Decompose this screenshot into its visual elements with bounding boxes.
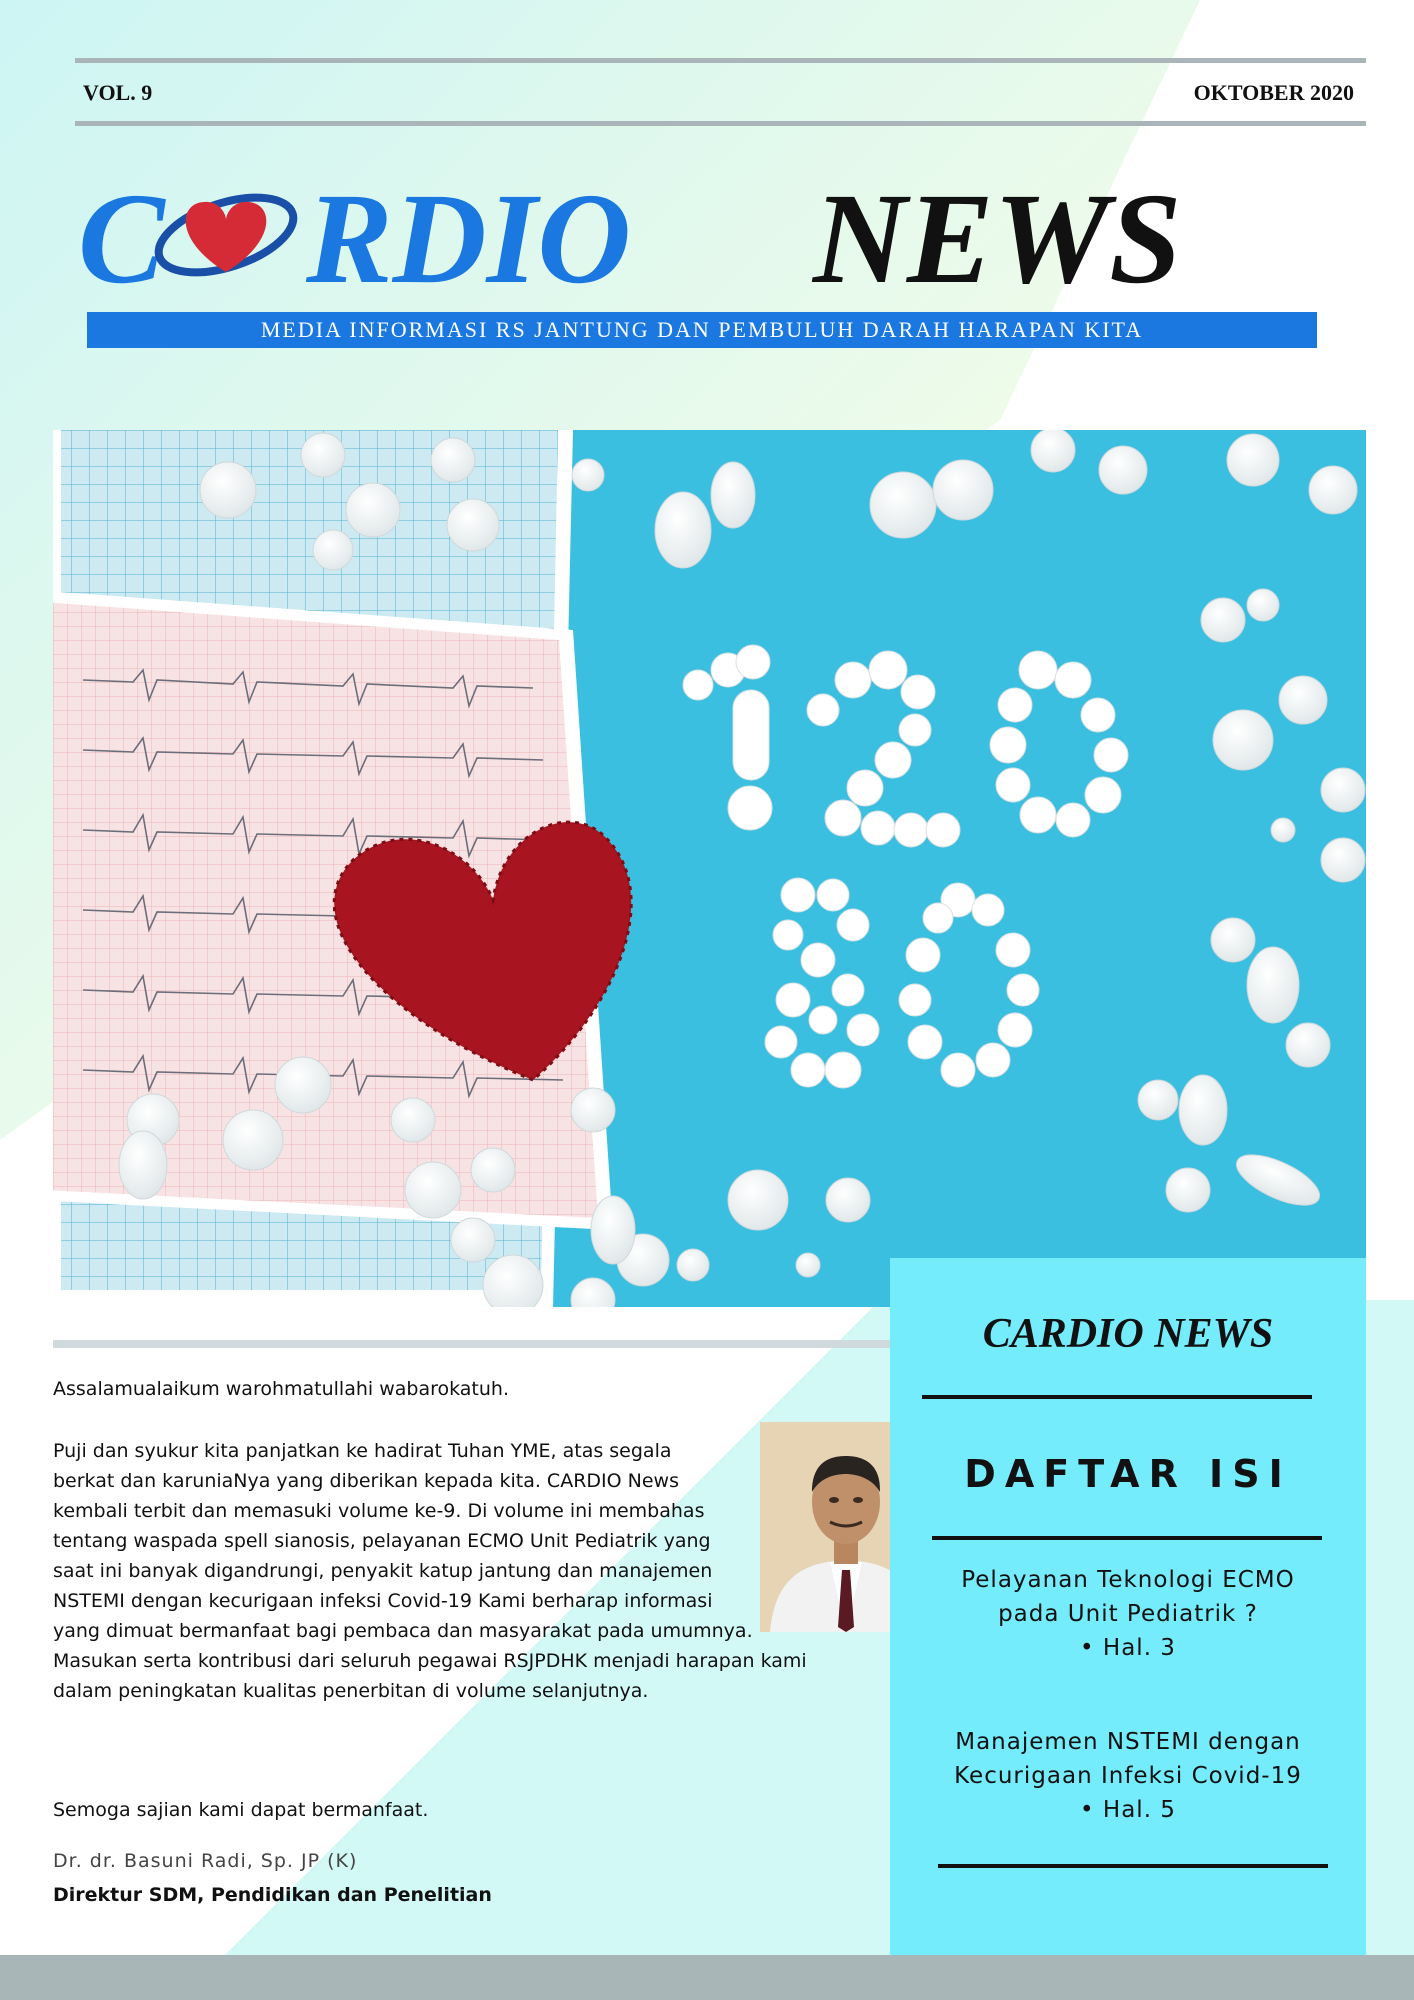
sidebar-rule: [922, 1395, 1312, 1399]
letter-line: NSTEMI dengan kecurigaan infeksi Covid-19 Kami berharap informasi: [53, 1590, 713, 1612]
toc-heading: DAFTAR ISI: [964, 1452, 1292, 1496]
toc-item-title: pada Unit Pediatrik ?: [998, 1601, 1258, 1627]
letter-line: kembali terbit dan memasuki volume ke-9. Di volume ini membahas: [53, 1500, 705, 1522]
toc-item-title: Manajemen NSTEMI dengan: [955, 1729, 1301, 1755]
sidebar-rule: [938, 1864, 1328, 1868]
cardio-wordmark: [78, 170, 631, 310]
content-divider: [53, 1340, 893, 1348]
toc-item[interactable]: [890, 1563, 1366, 1665]
letter-body: [53, 1436, 853, 1706]
toc-item-page: • Hal. 3: [1080, 1635, 1176, 1661]
toc-item-page: • Hal. 5: [1080, 1797, 1176, 1823]
masthead-logo: [78, 170, 1338, 310]
letter-line: tentang waspada spell sianosis, pelayanan ECMO Unit Pediatrik yang: [53, 1530, 711, 1552]
volume-label: VOL. 9: [83, 80, 153, 105]
top-rule: [75, 58, 1366, 63]
toc-item[interactable]: [890, 1725, 1366, 1827]
logo-rest: RDIO: [306, 170, 632, 310]
signer-name: Dr. dr. Basuni Radi, Sp. JP (K): [53, 1850, 358, 1872]
letter-line: berkat dan karuniaNya yang diberikan kepada kita. CARDIO News: [53, 1470, 679, 1492]
letter-line: Puji dan syukur kita panjatkan ke hadirat Tuhan YME, atas segala: [53, 1440, 672, 1462]
letter-line: yang dimuat bermanfaat bagi pembaca dan masyarakat pada umumnya.: [53, 1620, 753, 1642]
footer-bar: [0, 1955, 1414, 2000]
cover-illustration: [53, 430, 1366, 1307]
letter-line: Masukan serta kontribusi dari seluruh pegawai RSJPDHK menjadi harapan kami: [53, 1650, 807, 1672]
letter-line: saat ini banyak digandrungi, penyakit katup jantung dan manajemen: [53, 1560, 713, 1582]
logo-letter-c: C: [78, 170, 165, 310]
sidebar-title: CARDIO NEWS: [982, 1311, 1274, 1357]
sidebar-rule: [932, 1536, 1322, 1540]
cover-photo: [53, 430, 1366, 1307]
toc-item-title: Pelayanan Teknologi ECMO: [961, 1567, 1295, 1593]
letter-line: dalam peningkatan kualitas penerbitan di volume selanjutnya.: [53, 1680, 649, 1702]
closing-line: Semoga sajian kami dapat bermanfaat.: [53, 1799, 429, 1821]
greeting: Assalamualaikum warohmatullahi wabarokatuh.: [53, 1378, 509, 1400]
toc-item-title: Kecurigaan Infeksi Covid-19: [954, 1763, 1302, 1789]
table-of-contents-panel: [890, 1258, 1366, 1955]
masthead-tagline: MEDIA INFORMASI RS JANTUNG DAN PEMBULUH DARAH HARAPAN KITA: [87, 312, 1317, 348]
logo-news: NEWS: [813, 170, 1182, 310]
signer-title: Direktur SDM, Pendidikan dan Penelitian: [53, 1884, 492, 1906]
header-rule: [75, 121, 1366, 126]
issue-date: OKTOBER 2020: [1193, 80, 1354, 105]
